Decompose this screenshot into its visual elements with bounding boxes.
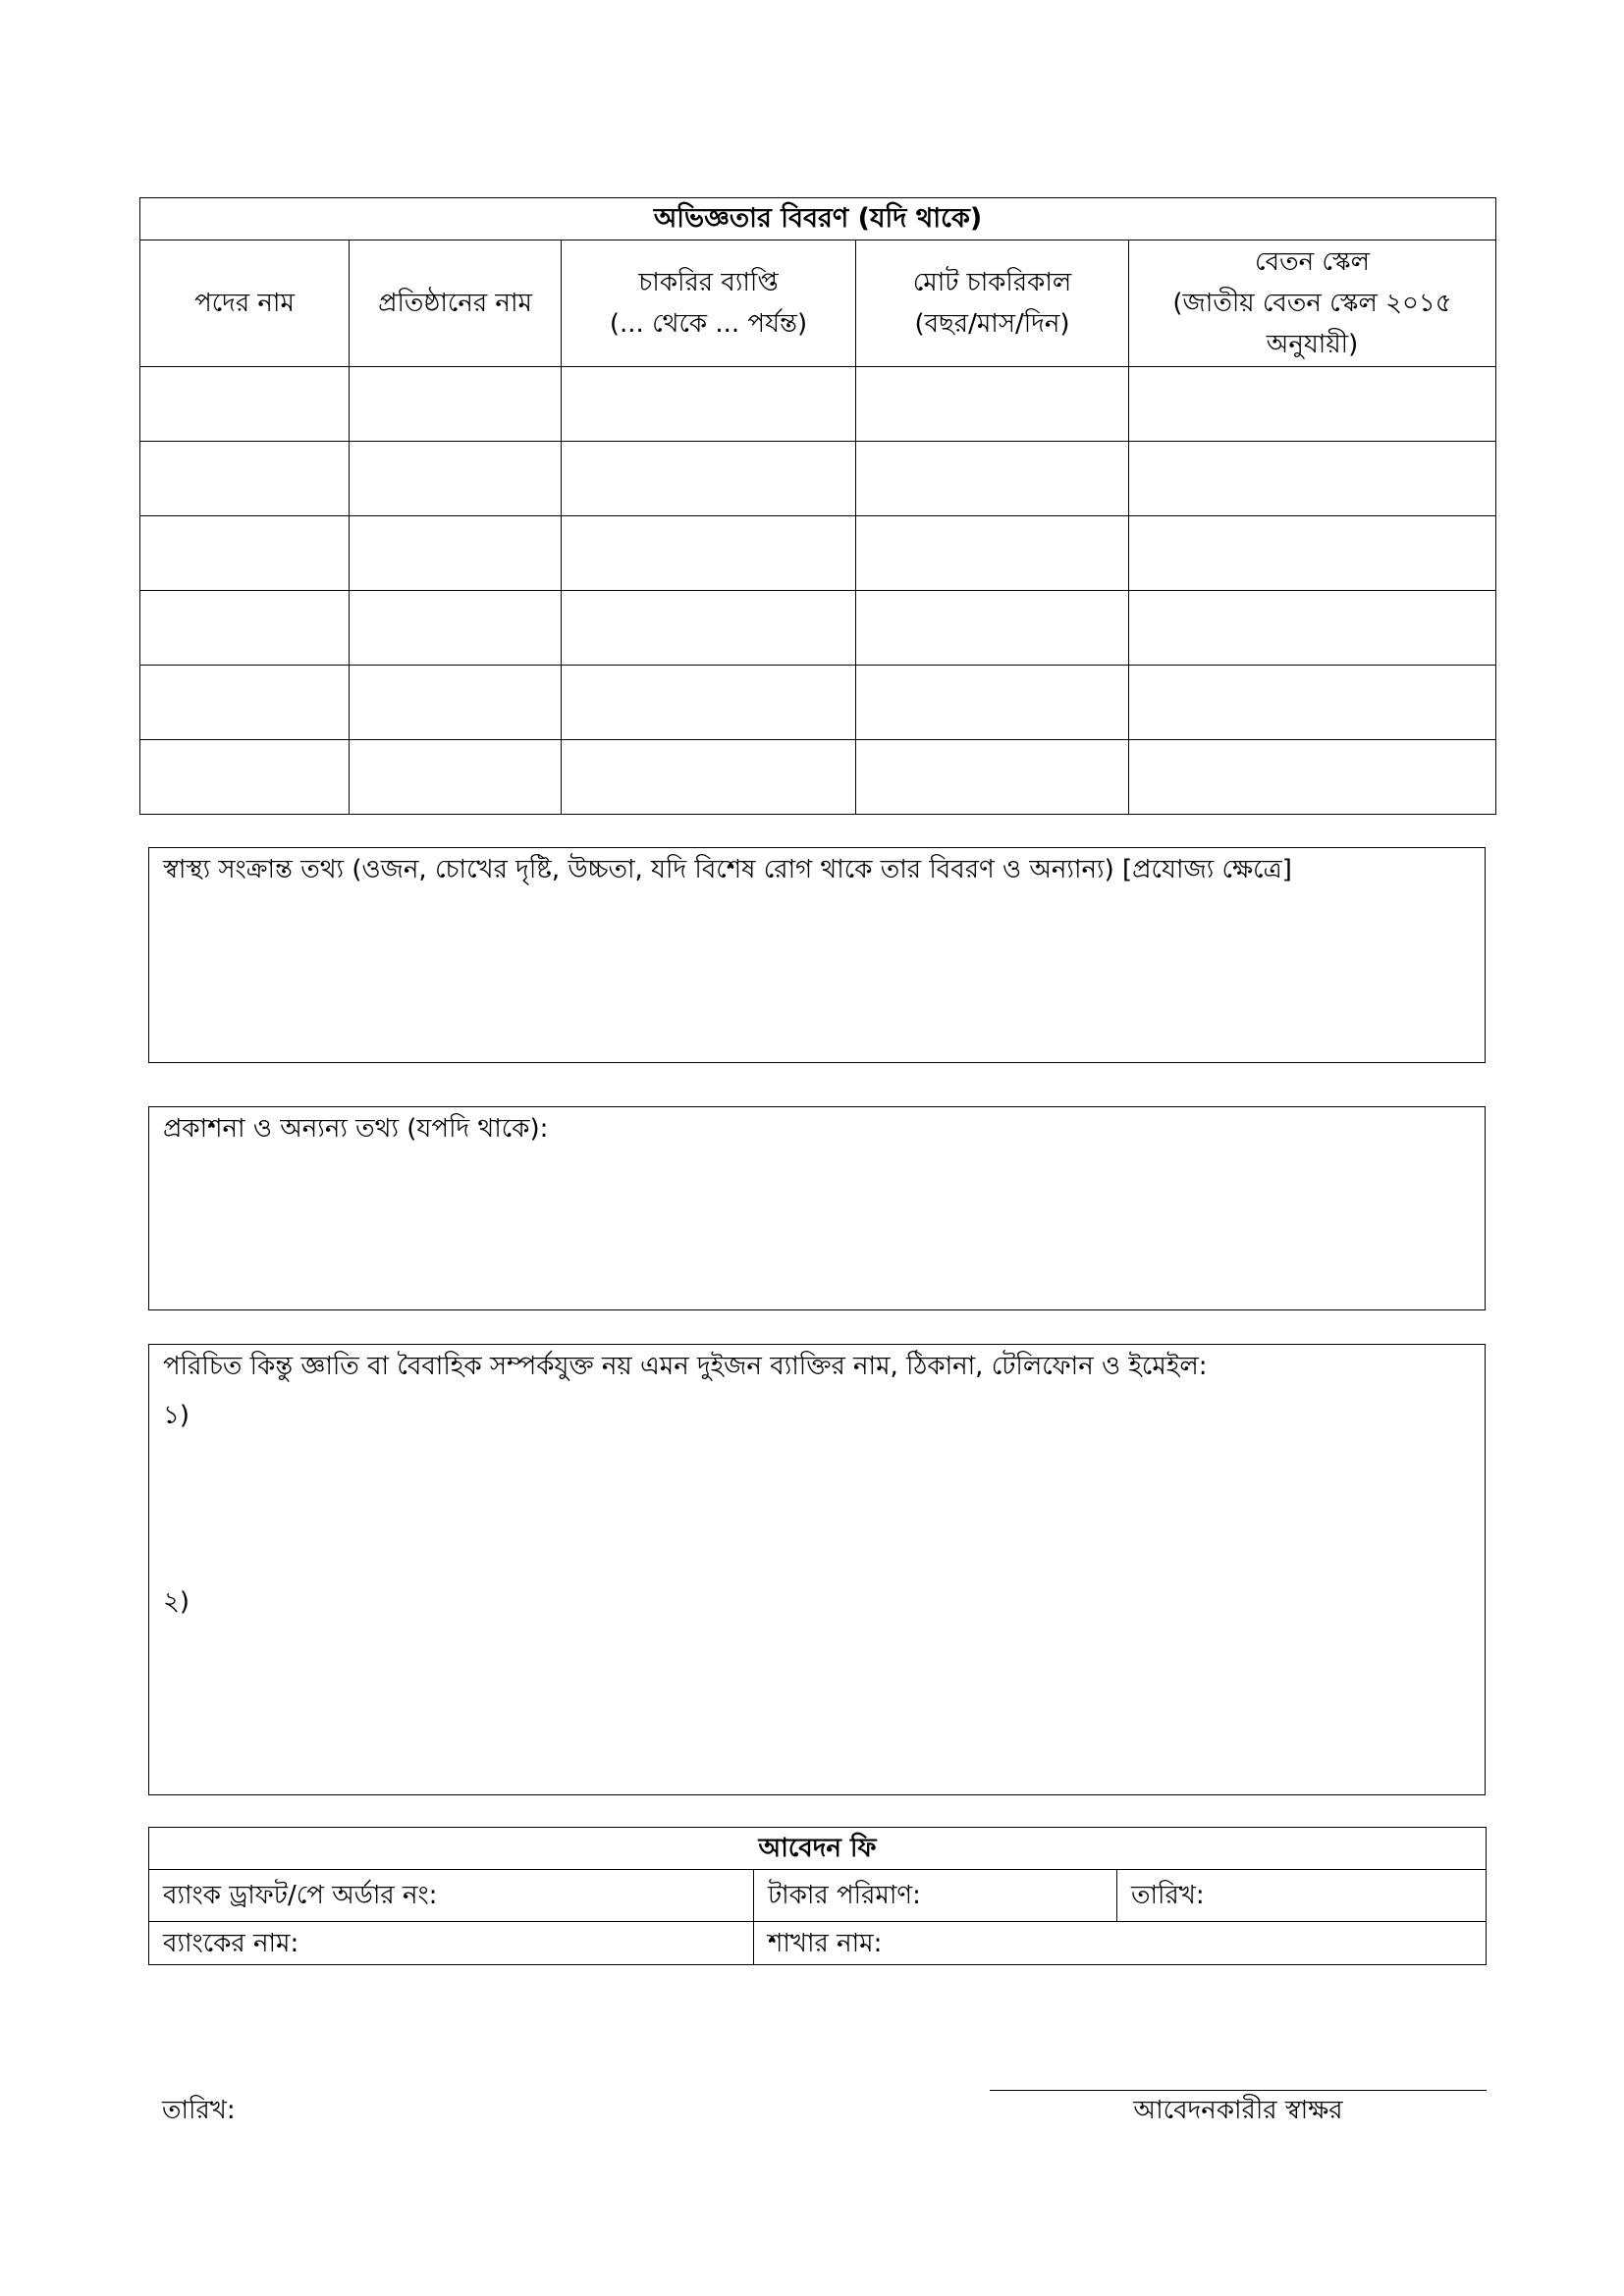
column-header-line: মোট চাকরিকাল: [912, 268, 1072, 297]
references-box[interactable]: [148, 1344, 1486, 1795]
table-cell[interactable]: [350, 740, 562, 815]
table-cell[interactable]: [140, 591, 350, 666]
table-cell[interactable]: [562, 516, 856, 591]
table-cell[interactable]: [562, 666, 856, 740]
column-header-post-name: [140, 240, 350, 367]
bank-name-field[interactable]: ব্যাংকের নাম:: [149, 1922, 754, 1965]
table-cell[interactable]: [140, 666, 350, 740]
experience-table: [139, 197, 1496, 815]
column-header-line: পদের নাম: [194, 289, 295, 318]
table-row: [140, 442, 1496, 516]
column-header-total-service: [856, 240, 1129, 367]
table-cell[interactable]: [856, 516, 1129, 591]
table-row: [140, 516, 1496, 591]
application-fee-title: আবেদন ফি: [149, 1828, 1487, 1870]
table-cell[interactable]: [1129, 740, 1496, 815]
column-header-line: প্রতিষ্ঠানের নাম: [378, 289, 532, 318]
health-info-box[interactable]: [148, 847, 1486, 1063]
table-cell[interactable]: [562, 367, 856, 442]
table-cell[interactable]: [350, 666, 562, 740]
signature-label: আবেদনকারীর স্বাক্ষর: [1133, 2096, 1343, 2125]
table-cell[interactable]: [1129, 591, 1496, 666]
column-header-line: (বছর/মাস/দিন): [914, 309, 1070, 339]
column-header-line: চাকরির ব্যাপ্তি: [638, 268, 779, 297]
amount-field[interactable]: টাকার পরিমাণ:: [754, 1870, 1117, 1922]
table-cell[interactable]: [856, 666, 1129, 740]
table-cell[interactable]: [562, 591, 856, 666]
table-cell[interactable]: [562, 740, 856, 815]
application-fee-table: [148, 1827, 1487, 1965]
fee-date-field[interactable]: তারিখ:: [1117, 1870, 1487, 1922]
table-cell[interactable]: [350, 367, 562, 442]
table-cell[interactable]: [856, 367, 1129, 442]
references-label: পরিচিত কিন্তু জ্ঞাতি বা বৈবাহিক সম্পর্কযুক্ত নয় এমন দুইজন ব্যাক্তির নাম, ঠিকানা, টেলিফোন ও ইমেইল:: [163, 1352, 1208, 1381]
table-cell[interactable]: [350, 591, 562, 666]
table-cell[interactable]: [856, 591, 1129, 666]
branch-name-field[interactable]: শাখার নাম:: [754, 1922, 1487, 1965]
table-cell[interactable]: [1129, 367, 1496, 442]
health-info-label: স্বাস্থ্য সংক্রান্ত তথ্য (ওজন, চোখের দৃষ্টি, উচ্চতা, যদি বিশেষ রোগ থাকে তার বিবরণ ও অন্যান্য) [প্রযোজ্য ক্ষেত্রে]: [163, 855, 1292, 884]
column-header-line: (জাতীয় বেতন স্কেল ২০১৫: [1172, 289, 1452, 318]
table-row: [140, 666, 1496, 740]
table-row: [140, 367, 1496, 442]
column-header-institution-name: [350, 240, 562, 367]
reference-item-1: ১): [163, 1401, 190, 1430]
table-row: [140, 591, 1496, 666]
column-header-pay-scale: [1129, 240, 1496, 367]
table-cell[interactable]: [856, 740, 1129, 815]
table-row: [140, 740, 1496, 815]
column-header-line: (... থেকে ... পর্যন্ত): [609, 309, 808, 339]
column-header-line: অনুযায়ী): [1266, 330, 1359, 359]
footer-date-label: তারিখ:: [162, 2096, 236, 2125]
table-cell[interactable]: [140, 740, 350, 815]
table-cell[interactable]: [856, 442, 1129, 516]
reference-item-2: ২): [163, 1587, 190, 1617]
table-cell[interactable]: [1129, 516, 1496, 591]
column-header-line: বেতন স্কেল: [1255, 247, 1371, 277]
experience-title: অভিজ্ঞতার বিবরণ (যদি থাকে): [140, 198, 1496, 240]
draft-number-field[interactable]: ব্যাংক ড্রাফট/পে অর্ডার নং:: [149, 1870, 754, 1922]
publication-box[interactable]: [148, 1106, 1486, 1310]
table-cell[interactable]: [350, 442, 562, 516]
table-cell[interactable]: [1129, 666, 1496, 740]
table-cell[interactable]: [350, 516, 562, 591]
column-header-service-period: [562, 240, 856, 367]
table-cell[interactable]: [140, 367, 350, 442]
table-cell[interactable]: [140, 442, 350, 516]
publication-label: প্রকাশনা ও অন্যন্য তথ্য (যপদি থাকে):: [163, 1114, 549, 1144]
table-cell[interactable]: [140, 516, 350, 591]
table-cell[interactable]: [1129, 442, 1496, 516]
table-cell[interactable]: [562, 442, 856, 516]
